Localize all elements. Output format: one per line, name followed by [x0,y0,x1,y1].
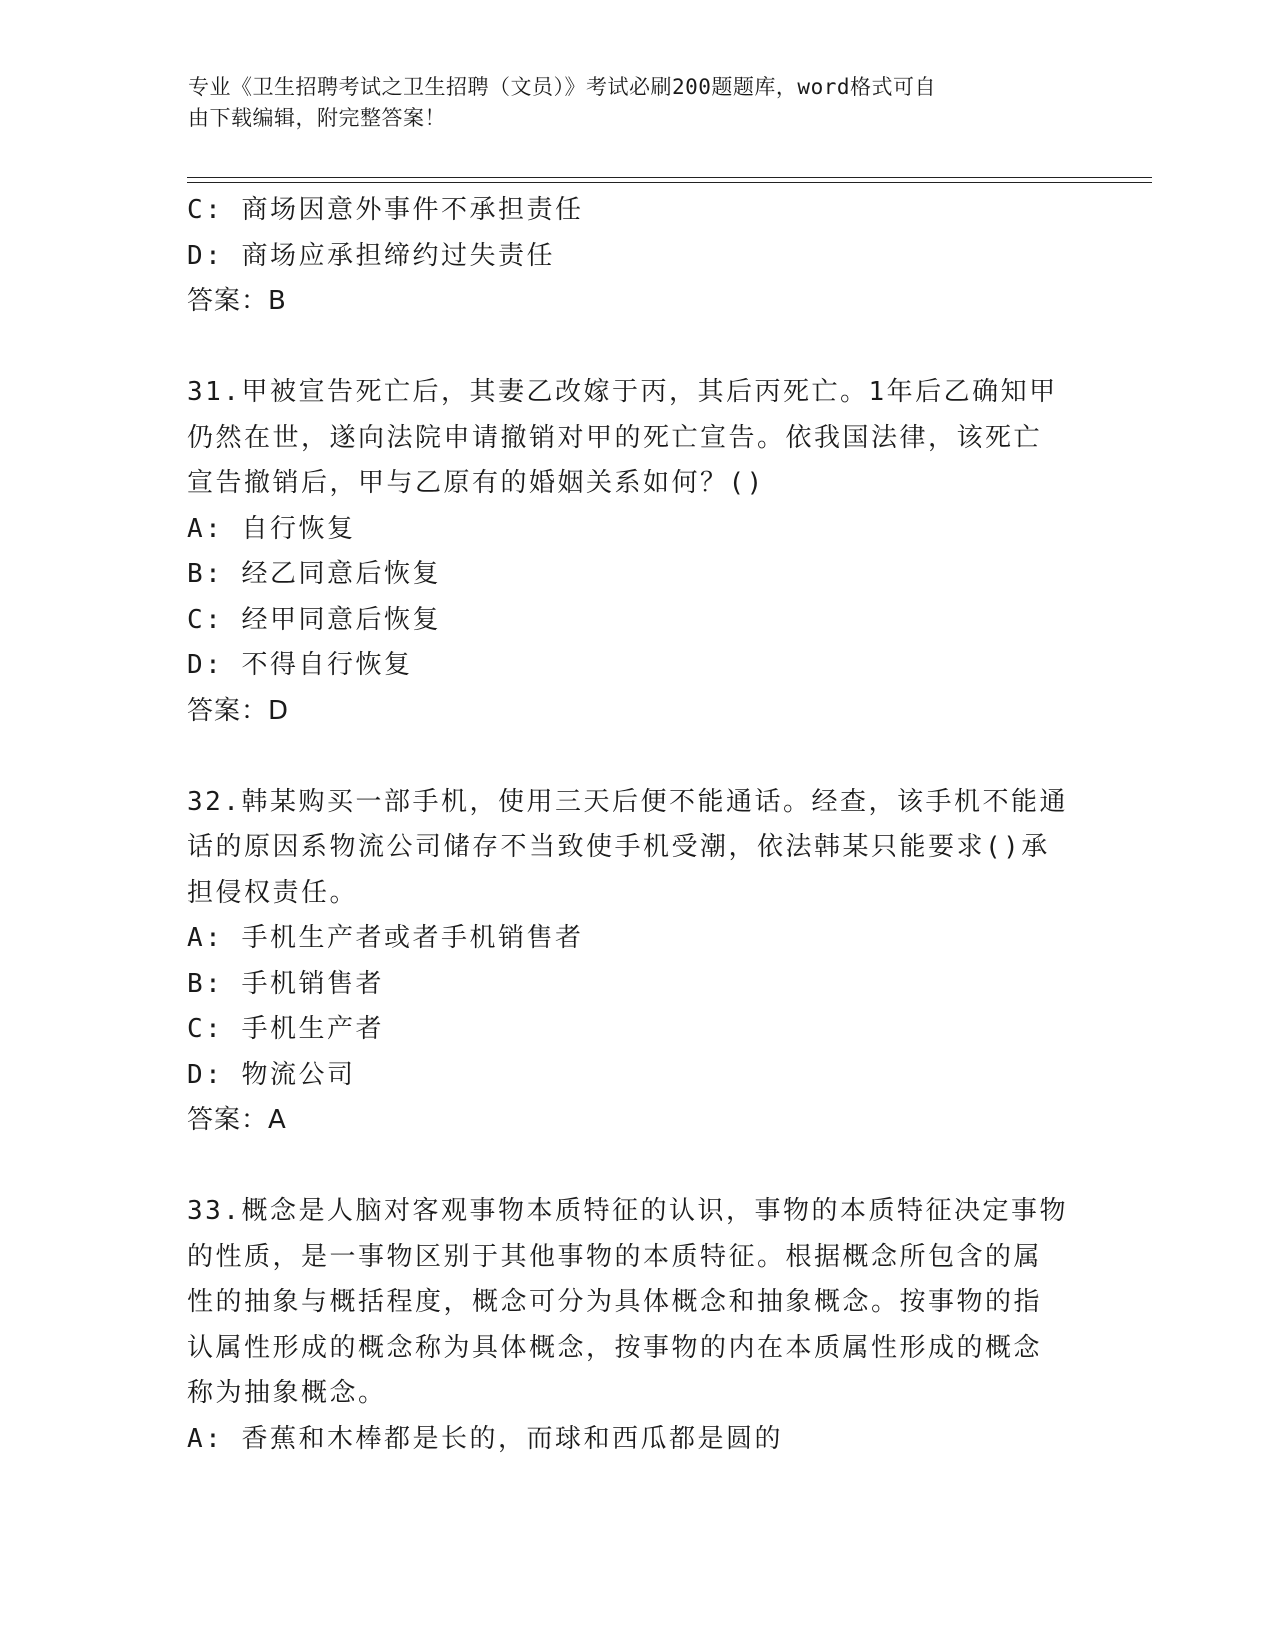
previous-question-tail [187,188,1087,325]
question-stem-line: 宣告撤销后，甲与乙原有的婚姻关系如何？() [187,468,765,498]
question-stem-line: 32.韩某购买一部手机，使用三天后便不能通话。经查，该手机不能通 [187,786,1068,817]
spacer [187,325,1087,371]
question-stem-line: 33.概念是人脑对客观事物本质特征的认识，事物的本质特征决定事物 [187,1196,1068,1226]
option-d: D: 不得自行恢复 [187,650,413,680]
question-stem-line: 性的抽象与概括程度，概念可分为具体概念和抽象概念。按事物的指 [187,1287,1043,1317]
option-a: A: 自行恢复 [187,513,356,544]
question-32 [187,780,1087,1144]
header-divider-top [187,177,1152,178]
option-c: C: 手机生产者 [187,1014,384,1044]
question-stem-line: 称为抽象概念。 [187,1378,387,1408]
spacer [187,1144,1087,1190]
document-header [188,72,1068,134]
question-stem-line: 31.甲被宣告死亡后，其妻乙改嫁于丙，其后丙死亡。1年后乙确知甲 [187,377,1058,407]
option-b: B: 手机销售者 [187,968,384,999]
answer-line: 答案：A [187,1105,287,1135]
question-31 [187,370,1087,734]
question-33 [187,1189,1087,1462]
option-d: D: 物流公司 [187,1059,356,1090]
header-title-line-1: 专业《卫生招聘考试之卫生招聘（文员）》考试必刷200题题库，word格式可自 [188,75,936,99]
option-a: A: 香蕉和木棒都是长的，而球和西瓜都是圆的 [187,1423,783,1454]
option-d: D: 商场应承担缔约过失责任 [187,240,555,271]
header-title-line-2: 由下载编辑，附完整答案！ [188,106,446,130]
question-stem-line: 话的原因系物流公司储存不当致使手机受潮，依法韩某只能要求()承 [187,832,1050,862]
option-b: B: 经乙同意后恢复 [187,559,441,589]
option-c: C: 商场因意外事件不承担责任 [187,195,584,225]
option-c: C: 经甲同意后恢复 [187,604,441,635]
question-stem-line: 的性质，是一事物区别于其他事物的本质特征。根据概念所包含的属 [187,1241,1043,1272]
option-a: A: 手机生产者或者手机销售者 [187,923,584,953]
question-content [187,188,1087,1462]
spacer [187,734,1087,780]
header-divider-bottom [187,182,1152,183]
question-stem-line: 认属性形成的概念称为具体概念，按事物的内在本质属性形成的概念 [187,1332,1043,1363]
answer-line: 答案：B [187,286,287,316]
question-stem-line: 仍然在世，遂向法院申请撤销对甲的死亡宣告。依我国法律，该死亡 [187,422,1043,453]
answer-line: 答案：D [187,695,290,726]
question-stem-line: 担侵权责任。 [187,877,359,908]
